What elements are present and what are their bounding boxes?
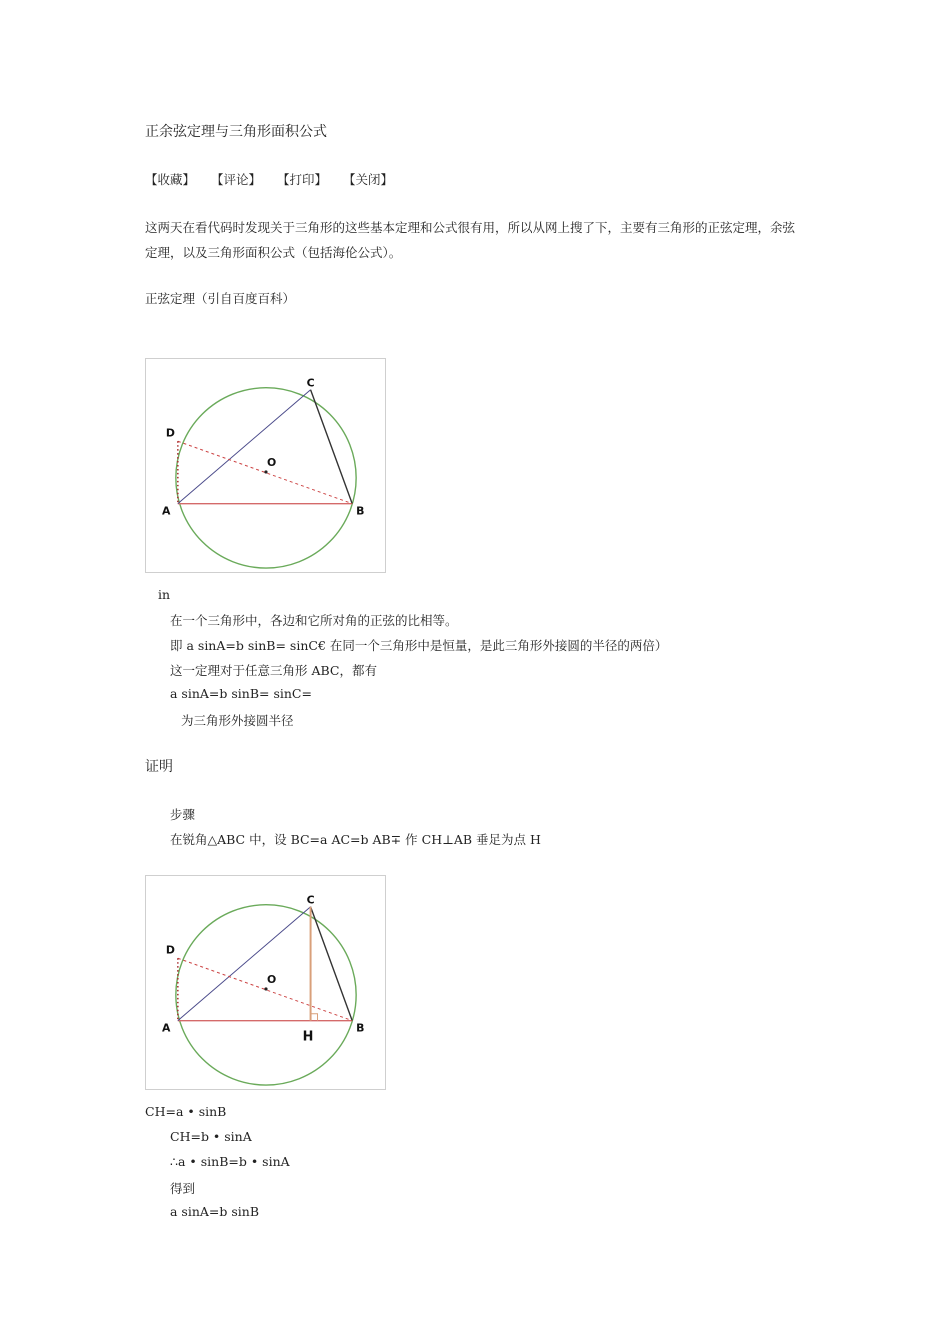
point-label-h: H bbox=[302, 1029, 314, 1045]
stray-text: in bbox=[158, 587, 171, 602]
point-label-c: C bbox=[306, 893, 315, 907]
theorem-line-5: 为三角形外接圆半径 bbox=[181, 713, 294, 728]
point-label-a: A bbox=[161, 1021, 171, 1035]
favorite-link[interactable]: 【收藏】 bbox=[145, 172, 196, 187]
point-label-d: D bbox=[165, 943, 175, 957]
point-label-c: C bbox=[306, 376, 315, 390]
point-label-o: O bbox=[266, 972, 277, 986]
theorem-line-2: 即 a sinA=b sinB= sinC€ 在同一个三角形中是恒量，是此三角形外接圆的半径的两倍） bbox=[170, 638, 668, 653]
sine-law-heading: 正弦定理（引自百度百科） bbox=[145, 291, 296, 306]
point-label-b: B bbox=[356, 1021, 365, 1035]
derivation-line-5: a sinA=b sinB bbox=[170, 1204, 260, 1219]
toolbar bbox=[145, 170, 405, 188]
point-label-a: A bbox=[161, 504, 171, 518]
point-label-b: B bbox=[356, 504, 365, 518]
theorem-line-4: a sinA=b sinB= sinC= bbox=[170, 686, 312, 701]
derivation-line-2: CH=b • sinA bbox=[170, 1129, 252, 1144]
theorem-line-1: 在一个三角形中，各边和它所对角的正弦的比相等。 bbox=[170, 613, 458, 628]
print-link[interactable]: 【打印】 bbox=[277, 172, 328, 187]
comment-link[interactable]: 【评论】 bbox=[211, 172, 262, 187]
proof-heading: 证明 bbox=[145, 759, 173, 775]
step-label: 步骤 bbox=[170, 807, 196, 822]
derivation-line-4: 得到 bbox=[170, 1181, 196, 1196]
point-label-d: D bbox=[165, 426, 175, 440]
step-1: 在锐角△ABC 中，设 BC=a AC=b AB∓ 作 CH⊥AB 垂足为点 H bbox=[170, 832, 541, 847]
intro-line-2: 定理，以及三角形面积公式（包括海伦公式）。 bbox=[145, 245, 402, 260]
derivation-line-3: ∴a • sinB=b • sinA bbox=[170, 1154, 290, 1169]
theorem-line-3: 这一定理对于任意三角形 ABC，都有 bbox=[170, 663, 377, 678]
derivation-line-1: CH=a • sinB bbox=[145, 1104, 227, 1119]
intro-line-1: 这两天在看代码时发现关于三角形的这些基本定理和公式很有用，所以从网上搜了下，主要有三角形的正弦定理，余弦 bbox=[145, 220, 796, 235]
close-link[interactable]: 【关闭】 bbox=[343, 172, 394, 187]
point-label-o: O bbox=[266, 455, 277, 469]
page-title: 正余弦定理与三角形面积公式 bbox=[145, 124, 327, 140]
circumcircle-figure bbox=[145, 358, 386, 573]
altitude-figure bbox=[145, 875, 386, 1090]
